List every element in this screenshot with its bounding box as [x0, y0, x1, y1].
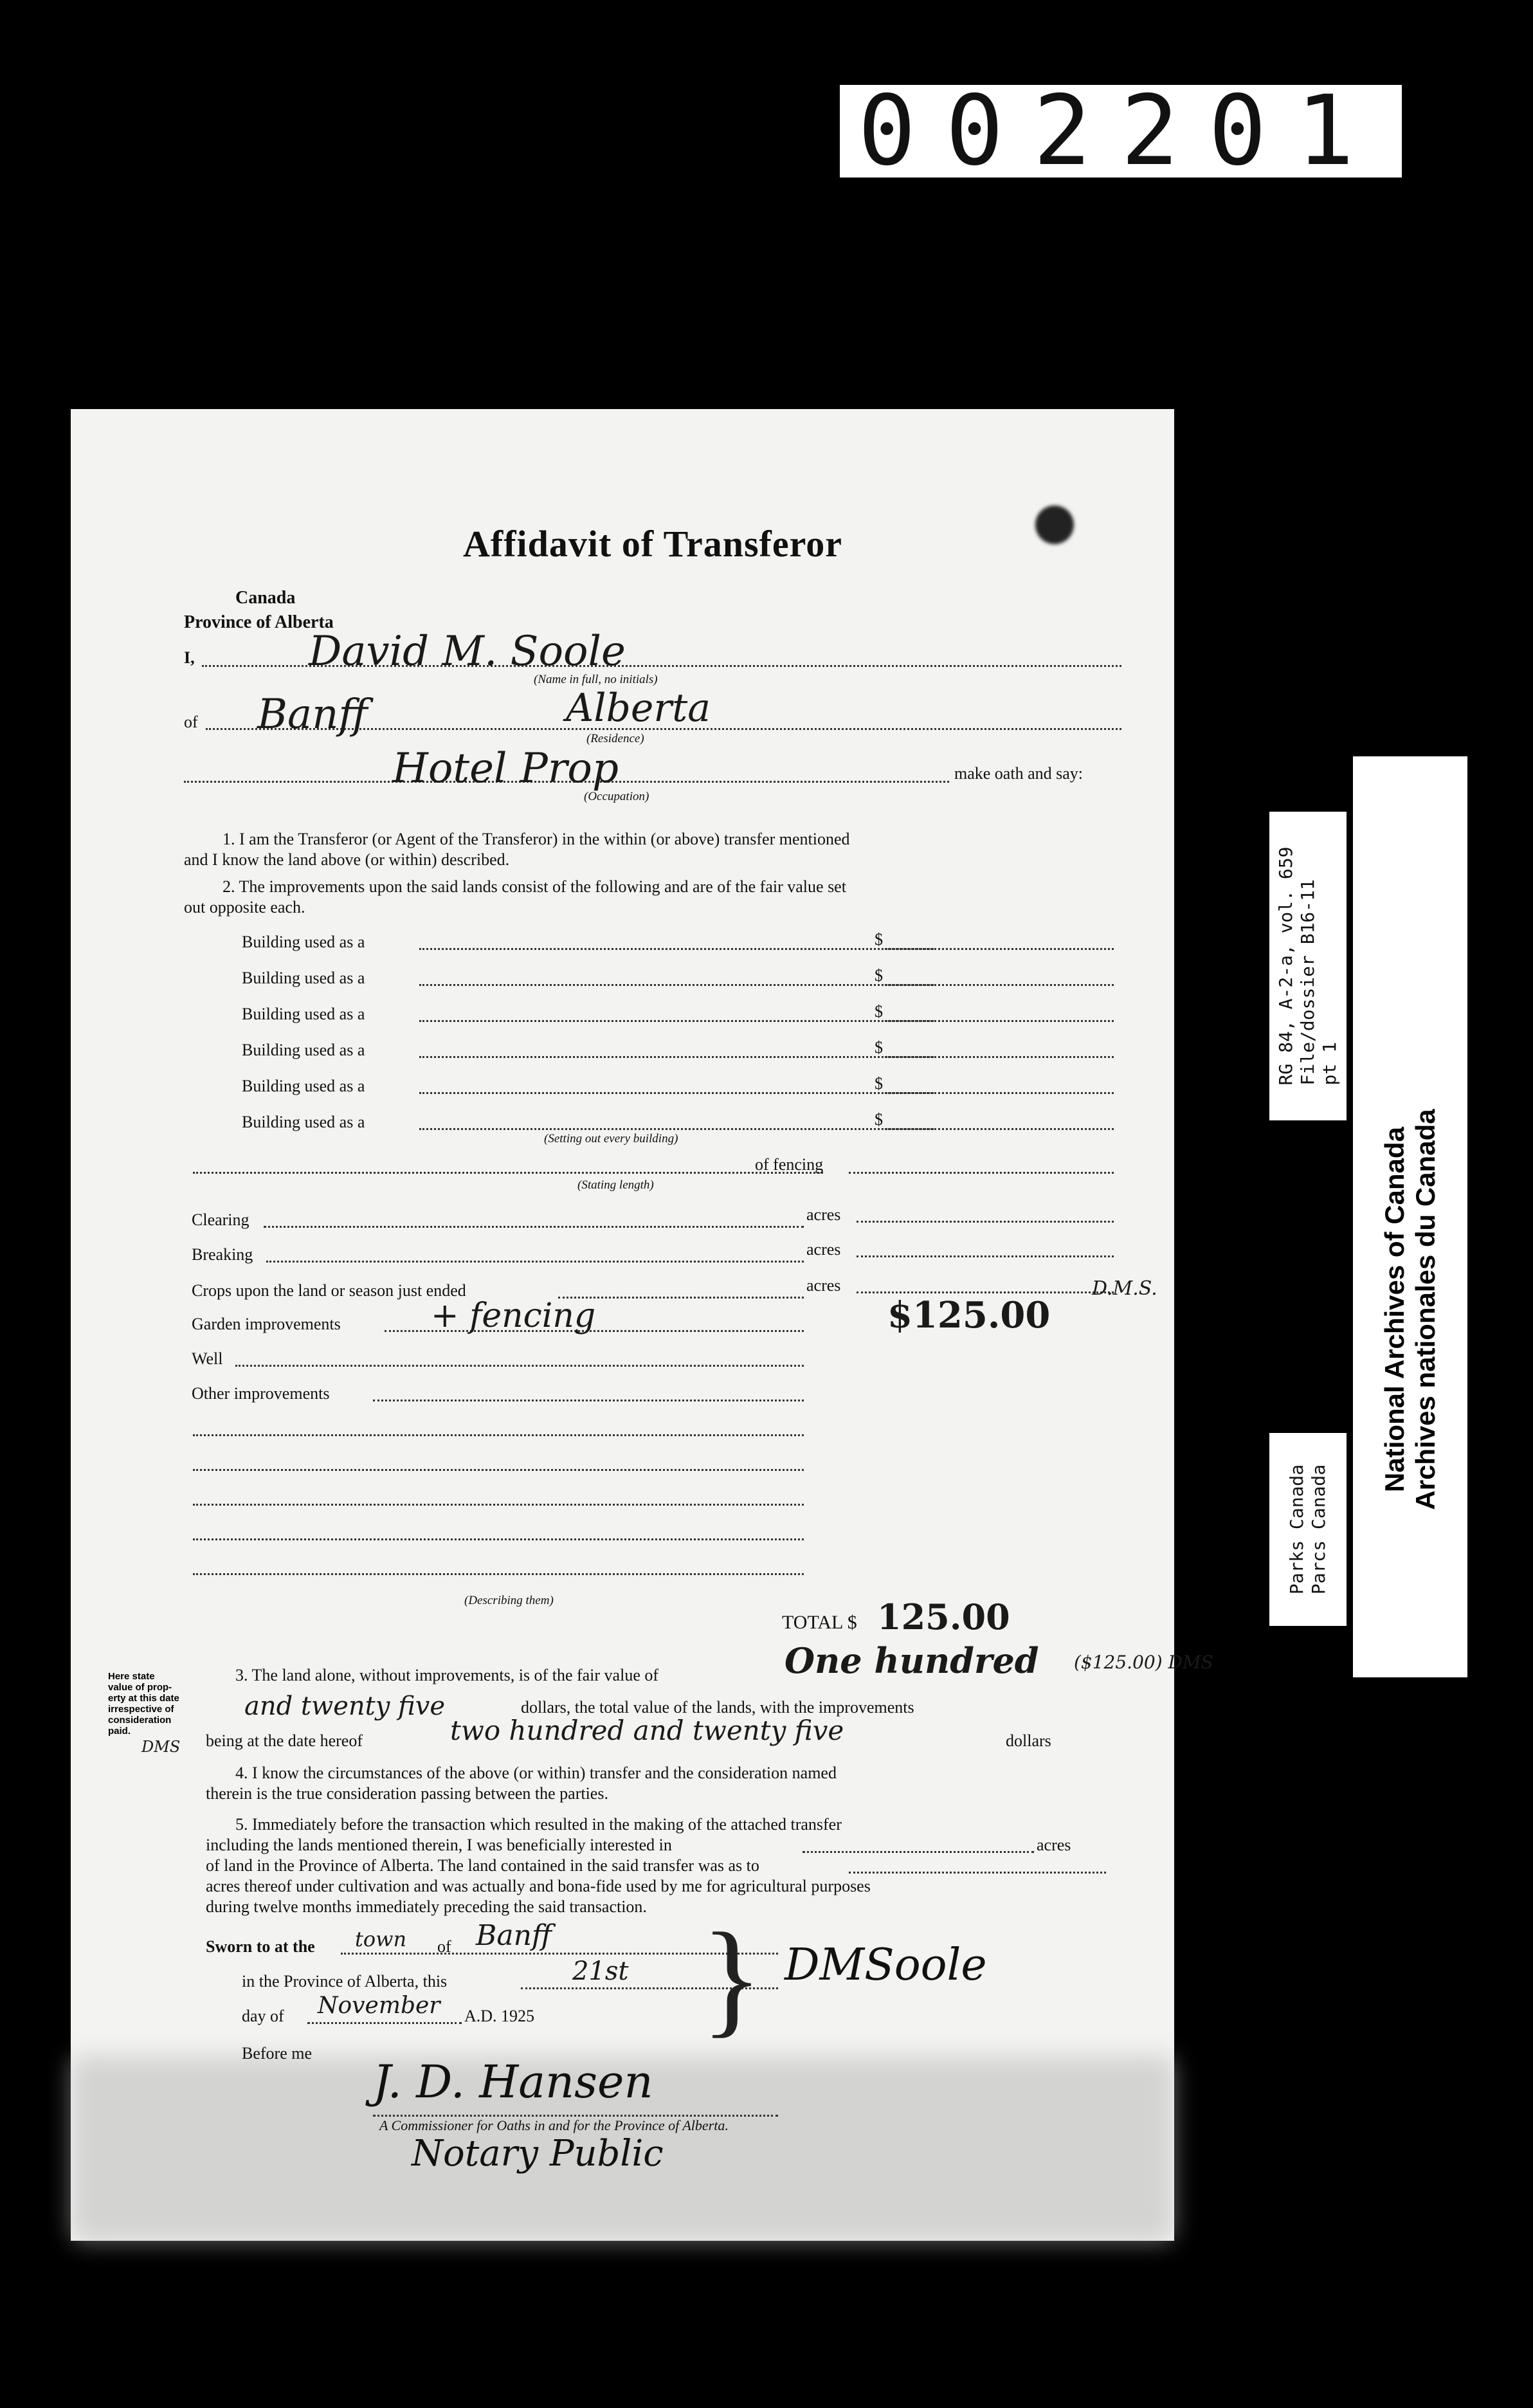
name-value: David M. Soole: [309, 628, 626, 675]
breaking-acres: acres: [806, 1240, 841, 1259]
para3-line3: being at the date hereof: [206, 1731, 363, 1750]
garden-value: + fencing: [431, 1297, 596, 1335]
of-label: of: [184, 713, 198, 731]
building-amount-line-3: [885, 1020, 1114, 1022]
country-heading: Canada: [235, 588, 296, 608]
building-amount-line-6: [885, 1128, 1114, 1130]
total-value: 125.00: [877, 1596, 1010, 1637]
institution-english: National Archives of Canada: [1379, 1127, 1410, 1492]
building-row-6: Building used as a: [242, 1113, 365, 1131]
building-caption: (Setting out every building): [544, 1132, 678, 1145]
breaking-value-line: [857, 1255, 1114, 1257]
para3-line1: 3. The land alone, without improvements, is of the fair value of: [235, 1666, 659, 1684]
fencing-caption: (Stating length): [577, 1178, 654, 1192]
total-label: TOTAL $: [782, 1612, 857, 1633]
building-row-1: Building used as a: [242, 933, 365, 951]
building-row-3: Building used as a: [242, 1005, 365, 1023]
fencing-label: of fencing: [755, 1155, 824, 1174]
crops-acres: acres: [806, 1276, 841, 1295]
well-line: [235, 1365, 804, 1367]
department-label: [1269, 1433, 1347, 1626]
other-line-1: [373, 1400, 804, 1401]
para3-line2: dollars, the total value of the lands, with the improvements: [521, 1698, 914, 1717]
month-value: November: [318, 1993, 440, 2019]
para5-line2: including the lands mentioned therein, I was beneficially interested in: [206, 1836, 672, 1854]
institution-french: Archives nationales du Canada: [1410, 1109, 1440, 1510]
building-line-2: [419, 984, 934, 986]
para1-line1: 1. I am the Transferor (or Agent of the Transferor) in the within (or above) transfer mentioned: [222, 830, 850, 848]
dollars-label: dollars: [1006, 1731, 1051, 1750]
clearing-line: [264, 1226, 804, 1228]
crops-value-line: [857, 1291, 1114, 1293]
affiant-signature: DMSoole: [785, 1940, 987, 1991]
year-label: A.D. 1925: [464, 2007, 535, 2025]
para5-cultivation-line: [849, 1872, 1106, 1874]
department-english: Parks Canada: [1286, 1464, 1307, 1595]
para3-value-note: ($125.00) DMS: [1074, 1652, 1213, 1673]
para1-line2: and I know the land above (or within) described.: [184, 850, 510, 869]
sworn-place-type: town: [355, 1927, 407, 1951]
margin-note: [108, 1671, 179, 1737]
building-dollar-2: $: [875, 966, 883, 985]
building-amount-line-4: [885, 1056, 1114, 1058]
clearing-value-line: [857, 1221, 1114, 1223]
margin-note-line-4: irrespective of: [108, 1704, 174, 1715]
building-line-5: [419, 1092, 934, 1094]
building-line-6: [419, 1128, 934, 1130]
garden-amount: $125.00: [887, 1294, 1051, 1336]
building-dollar-1: $: [875, 930, 883, 949]
garden-label: Garden improvements: [192, 1315, 341, 1333]
other-line-4: [193, 1504, 804, 1506]
i-label: I,: [184, 648, 195, 667]
building-row-5: Building used as a: [242, 1077, 365, 1095]
clearing-label: Clearing: [192, 1210, 249, 1229]
building-amount-line-5: [885, 1092, 1114, 1094]
department-french: Parcs Canada: [1308, 1464, 1329, 1595]
building-line-4: [419, 1056, 934, 1058]
sworn-place: Banff: [476, 1919, 552, 1952]
para4-line2: therein is the true consideration passing between the parties.: [206, 1784, 608, 1803]
before-me-label: Before me: [242, 2044, 313, 2063]
other-line-2: [193, 1434, 804, 1436]
occupation-value: Hotel Prop: [392, 745, 619, 792]
garden-initials: D.M.S.: [1092, 1277, 1157, 1300]
para3-value-words: One hundred: [785, 1640, 1039, 1681]
margin-initials: DMS: [141, 1738, 181, 1756]
para5-acres: acres: [1037, 1836, 1071, 1854]
reference-line-3: pt 1: [1319, 1042, 1340, 1086]
reference-line-1: RG 84, A-2-a, vol. 659: [1275, 846, 1296, 1086]
commissioner-line: [373, 2115, 778, 2117]
building-dollar-5: $: [875, 1074, 883, 1093]
para5-line4: acres thereof under cultivation and was actually and bona-fide used by me for agricultural purposes: [206, 1877, 871, 1895]
para2-line1: 2. The improvements upon the said lands consist of the following and are of the fair value set: [222, 877, 846, 896]
sworn-of: of: [437, 1937, 451, 1956]
reference-line-2: File/dossier B16-11: [1297, 879, 1318, 1086]
margin-note-line-3: erty at this date: [108, 1693, 179, 1704]
other-line-5: [193, 1538, 804, 1540]
microfilm-frame-number: 002201: [840, 85, 1402, 178]
residence-caption: (Residence): [586, 732, 644, 745]
commissioner-signature: J. D. Hansen: [373, 2056, 653, 2108]
building-row-4: Building used as a: [242, 1041, 365, 1059]
month-line: [307, 2022, 462, 2024]
para5-line1: 5. Immediately before the transaction which resulted in the making of the attached transfer: [235, 1815, 842, 1834]
margin-note-line-2: value of prop-: [108, 1682, 172, 1693]
province-heading: Province of Alberta: [184, 612, 334, 632]
other-line-3: [193, 1469, 804, 1471]
residence-value-province: Alberta: [566, 686, 711, 731]
archive-institution-label: [1353, 756, 1467, 1677]
residence-value-town: Banff: [257, 691, 368, 738]
ink-blot: [1035, 506, 1074, 544]
brace: }: [701, 1907, 763, 2049]
para5-acres-line: [803, 1851, 1034, 1853]
province-line: in the Province of Alberta, this: [242, 1972, 448, 1991]
well-label: Well: [192, 1349, 223, 1368]
fencing-value-line: [849, 1172, 1114, 1174]
breaking-line: [266, 1261, 804, 1263]
para3-value-words-cont: and twenty five: [244, 1692, 446, 1721]
margin-note-line-1: Here state: [108, 1671, 155, 1682]
margin-note-line-5: consideration: [108, 1715, 172, 1726]
other-line-6: [193, 1573, 804, 1575]
building-dollar-4: $: [875, 1038, 883, 1057]
para4-line1: 4. I know the circumstances of the above (or within) transfer and the consideration named: [235, 1764, 837, 1782]
name-caption: (Name in full, no initials): [534, 673, 658, 686]
document-title: Affidavit of Transferor: [463, 523, 843, 565]
occupation-caption: (Occupation): [584, 790, 649, 803]
para2-line2: out opposite each.: [184, 898, 305, 917]
clearing-acres: acres: [806, 1205, 841, 1224]
building-row-2: Building used as a: [242, 969, 365, 987]
para3-total-words: two hundred and twenty five: [450, 1715, 844, 1746]
commissioner-caption: A Commissioner for Oaths in and for the Province of Alberta.: [379, 2117, 729, 2133]
building-dollar-3: $: [875, 1002, 883, 1021]
affidavit-page: [71, 409, 1213, 2241]
archive-reference-label: [1269, 812, 1347, 1120]
para5-line5: during twelve months immediately preceding the said transaction.: [206, 1897, 647, 1916]
other-improvements-label: Other improvements: [192, 1384, 330, 1403]
crops-label: Crops upon the land or season just ended: [192, 1281, 466, 1300]
building-amount-line-2: [885, 984, 1114, 986]
para5-line3: of land in the Province of Alberta. The land contained in the said transfer was as to: [206, 1856, 759, 1875]
building-dollar-6: $: [875, 1110, 883, 1129]
day-value: 21st: [572, 1957, 629, 1986]
breaking-label: Breaking: [192, 1245, 253, 1264]
day-of-label: day of: [242, 2007, 284, 2025]
margin-note-line-6: paid.: [108, 1726, 131, 1737]
building-line-3: [419, 1020, 934, 1022]
describing-caption: (Describing them): [464, 1594, 554, 1607]
building-amount-line-1: [885, 948, 1114, 950]
notary-public: Notary Public: [412, 2133, 664, 2175]
fencing-length-line: [193, 1172, 823, 1174]
building-line-1: [419, 948, 934, 950]
oath-text: make oath and say:: [954, 764, 1083, 783]
sworn-label: Sworn to at the: [206, 1937, 315, 1956]
